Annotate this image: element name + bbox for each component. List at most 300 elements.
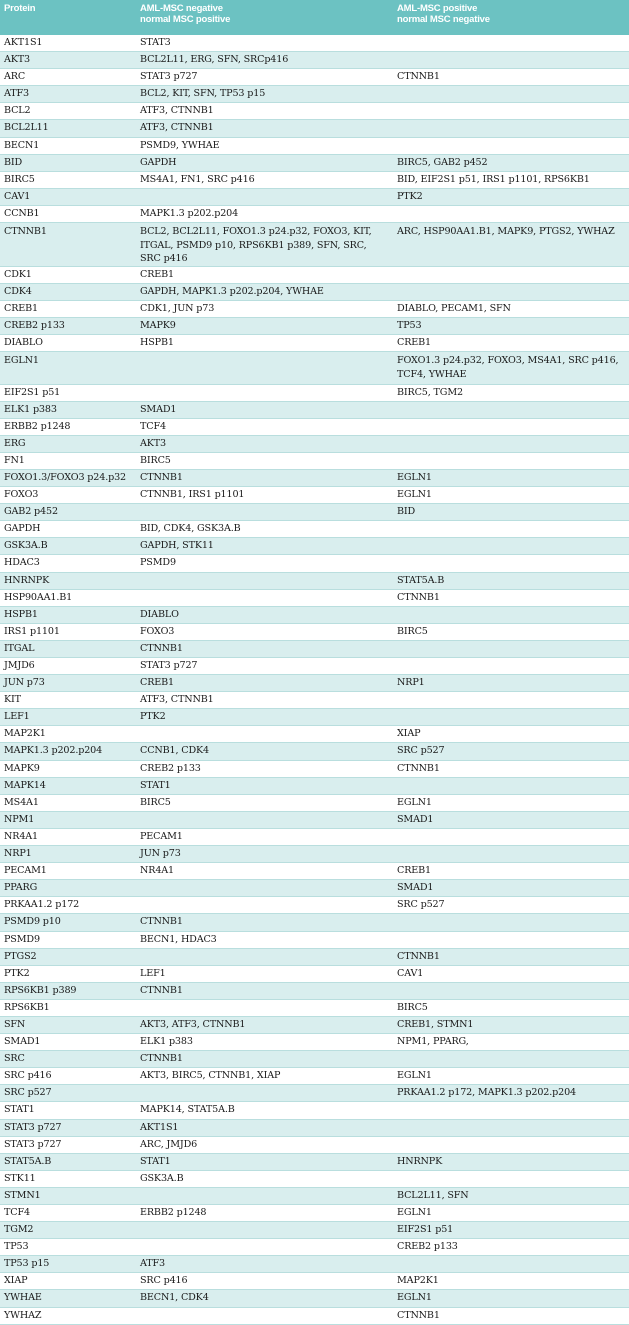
cell-text: FOXO3 (140, 625, 175, 637)
cell-text: ERBB2 p1248 (4, 420, 71, 432)
cell-text: CREB2 p133 (140, 762, 201, 774)
cell-text: YWHAZ (4, 1309, 42, 1321)
cell-text: TP53 p15 (4, 1258, 50, 1270)
cell-aml-negative (136, 675, 393, 692)
cell-text: TP53 (4, 1241, 29, 1253)
cell-text: ATF3, CTNNB1 (140, 122, 214, 134)
cell-text: PSMD9 (140, 557, 176, 569)
cell-aml-negative (136, 811, 393, 828)
cell-text: CTNNB1 (397, 71, 440, 83)
cell-text: EGLN1 (397, 1070, 432, 1082)
cell-protein (0, 931, 136, 948)
table-row (0, 401, 629, 418)
cell-aml-negative (136, 188, 393, 205)
cell-protein (0, 572, 136, 589)
cell-aml-positive (393, 1222, 629, 1239)
cell-aml-positive (393, 205, 629, 222)
cell-text: ATF3, CTNNB1 (140, 105, 214, 117)
cell-protein (0, 487, 136, 504)
cell-aml-positive (393, 726, 629, 743)
cell-aml-positive (393, 52, 629, 69)
cell-protein (0, 1205, 136, 1222)
cell-aml-positive (393, 334, 629, 351)
cell-text: GSK3A.B (140, 1172, 184, 1184)
table-row (0, 846, 629, 863)
cell-protein (0, 846, 136, 863)
cell-text: BECN1, HDAC3 (140, 933, 217, 945)
cell-text: CTNNB1 (140, 642, 183, 654)
table-row (0, 1136, 629, 1153)
table-row (0, 675, 629, 692)
cell-aml-negative (136, 1034, 393, 1051)
cell-aml-positive (393, 538, 629, 555)
cell-aml-positive (393, 266, 629, 283)
cell-text: CAV1 (397, 967, 424, 979)
table-row (0, 1119, 629, 1136)
cell-aml-negative (136, 86, 393, 103)
cell-aml-positive (393, 103, 629, 120)
cell-text: CCNB1 (4, 207, 40, 219)
cell-protein (0, 914, 136, 931)
cell-text: CDK1, JUN p73 (140, 302, 215, 314)
cell-aml-positive (393, 1307, 629, 1324)
cell-text: LEF1 (140, 967, 166, 979)
cell-text: MAPK14 (4, 779, 46, 791)
cell-text: BECN1, CDK4 (140, 1292, 209, 1304)
cell-aml-positive (393, 452, 629, 469)
cell-text: PRKAA1.2 p172 (4, 899, 80, 911)
cell-text: CREB1 (397, 865, 431, 877)
cell-protein (0, 418, 136, 435)
cell-aml-negative (136, 1256, 393, 1273)
cell-text: PSMD9, YWHAE (140, 139, 220, 151)
cell-aml-positive (393, 675, 629, 692)
cell-protein (0, 623, 136, 640)
cell-text: ITGAL (4, 642, 35, 654)
table-row (0, 726, 629, 743)
table-row (0, 709, 629, 726)
table-row (0, 1222, 629, 1239)
cell-text: MAP2K1 (397, 1275, 439, 1287)
cell-text: CAV1 (4, 190, 31, 202)
cell-protein (0, 223, 136, 267)
cell-aml-negative (136, 154, 393, 171)
cell-aml-positive (393, 69, 629, 86)
cell-text: BCL2, KIT, SFN, TP53 p15 (140, 88, 266, 100)
cell-protein (0, 589, 136, 606)
cell-text: PTK2 (140, 711, 166, 723)
cell-aml-negative (136, 1153, 393, 1170)
table-row (0, 863, 629, 880)
cell-aml-negative (136, 1307, 393, 1324)
cell-text: STMN1 (4, 1189, 41, 1201)
cell-text: BID (397, 506, 416, 518)
cell-aml-positive (393, 880, 629, 897)
table-row (0, 931, 629, 948)
cell-text: BID (4, 156, 23, 168)
cell-aml-positive (393, 999, 629, 1016)
cell-aml-positive (393, 897, 629, 914)
cell-text: CTNNB1 (397, 762, 440, 774)
table-row (0, 743, 629, 760)
cell-text: MAPK1.3 p202.p204 (140, 207, 239, 219)
cell-text: SMAD1 (397, 813, 434, 825)
cell-aml-positive (393, 1256, 629, 1273)
cell-aml-negative (136, 572, 393, 589)
cell-text: SMAD1 (140, 403, 177, 415)
cell-protein (0, 469, 136, 486)
cell-aml-negative (136, 1068, 393, 1085)
cell-text: MS4A1 (4, 796, 39, 808)
cell-text: STK11 (4, 1172, 36, 1184)
cell-text: NRP1 (4, 848, 32, 860)
table-row (0, 317, 629, 334)
cell-protein (0, 1034, 136, 1051)
table-row (0, 120, 629, 137)
cell-text: MAPK9 (140, 319, 176, 331)
cell-protein (0, 1102, 136, 1119)
table-row (0, 188, 629, 205)
cell-text: PTK2 (4, 967, 30, 979)
table-row (0, 880, 629, 897)
table-row (0, 794, 629, 811)
cell-protein (0, 154, 136, 171)
table-row (0, 52, 629, 69)
cell-aml-negative (136, 760, 393, 777)
cell-text: CTNNB1 (140, 984, 183, 996)
cell-text: SRC p527 (397, 899, 445, 911)
cell-aml-positive (393, 1016, 629, 1033)
cell-aml-negative (136, 120, 393, 137)
cell-text: CREB1 (140, 677, 174, 689)
cell-protein (0, 1290, 136, 1307)
cell-aml-negative (136, 504, 393, 521)
cell-protein (0, 760, 136, 777)
header-protein: Protein (0, 0, 136, 35)
cell-protein (0, 300, 136, 317)
cell-aml-negative (136, 205, 393, 222)
cell-aml-negative (136, 1187, 393, 1204)
cell-aml-positive (393, 863, 629, 880)
cell-text: CTNNB1 (397, 950, 440, 962)
cell-protein (0, 317, 136, 334)
cell-text: CTNNB1 (140, 1053, 183, 1065)
table-row (0, 640, 629, 657)
cell-aml-positive (393, 352, 629, 385)
cell-aml-negative (136, 1170, 393, 1187)
cell-text: HSPB1 (140, 336, 174, 348)
cell-protein (0, 137, 136, 154)
table-row (0, 897, 629, 914)
table-row (0, 205, 629, 222)
cell-protein (0, 1273, 136, 1290)
cell-protein (0, 1187, 136, 1204)
cell-text: SMAD1 (397, 882, 434, 894)
table-row (0, 1205, 629, 1222)
cell-text: HSP90AA1.B1 (4, 591, 73, 603)
cell-protein (0, 401, 136, 418)
cell-aml-negative (136, 965, 393, 982)
cell-text: BIRC5 (140, 796, 171, 808)
cell-aml-negative (136, 1016, 393, 1033)
cell-text: SRC p416 (4, 1070, 52, 1082)
cell-text: SRC p416 (140, 1275, 188, 1287)
cell-aml-negative (136, 317, 393, 334)
cell-protein (0, 103, 136, 120)
cell-text: NR4A1 (4, 830, 39, 842)
cell-text: ATF3, CTNNB1 (140, 694, 214, 706)
table-row (0, 334, 629, 351)
cell-aml-positive (393, 188, 629, 205)
table-row (0, 572, 629, 589)
cell-aml-negative (136, 469, 393, 486)
cell-protein (0, 1085, 136, 1102)
cell-aml-negative (136, 103, 393, 120)
cell-protein (0, 999, 136, 1016)
cell-aml-negative (136, 743, 393, 760)
cell-text: CTNNB1 (4, 226, 47, 238)
cell-text: ATF3 (140, 1258, 165, 1270)
cell-protein (0, 828, 136, 845)
table-row (0, 223, 629, 267)
table-row (0, 999, 629, 1016)
cell-aml-positive (393, 1290, 629, 1307)
table-row (0, 1290, 629, 1307)
table-row (0, 35, 629, 52)
cell-aml-positive (393, 658, 629, 675)
cell-text: CREB1, STMN1 (397, 1018, 474, 1030)
cell-text: CTNNB1, IRS1 p1101 (140, 489, 245, 501)
cell-aml-negative (136, 658, 393, 675)
cell-aml-negative (136, 1290, 393, 1307)
cell-text: HNRNPK (397, 1155, 443, 1167)
cell-aml-positive (393, 469, 629, 486)
cell-protein (0, 1119, 136, 1136)
cell-aml-negative (136, 606, 393, 623)
cell-text: PECAM1 (4, 865, 47, 877)
cell-text: XIAP (4, 1275, 28, 1287)
table-row (0, 352, 629, 385)
cell-aml-positive (393, 572, 629, 589)
cell-protein (0, 171, 136, 188)
cell-aml-negative (136, 846, 393, 863)
cell-aml-negative (136, 487, 393, 504)
cell-protein (0, 794, 136, 811)
table-row (0, 154, 629, 171)
table-row (0, 982, 629, 999)
cell-aml-positive (393, 504, 629, 521)
cell-text: ARC, JMJD6 (140, 1138, 198, 1150)
cell-aml-negative (136, 1051, 393, 1068)
cell-protein (0, 1222, 136, 1239)
cell-text: GAPDH (140, 156, 177, 168)
cell-aml-negative (136, 931, 393, 948)
cell-aml-positive (393, 418, 629, 435)
table-row (0, 589, 629, 606)
table-row (0, 1256, 629, 1273)
cell-protein (0, 86, 136, 103)
cell-aml-negative (136, 223, 393, 267)
cell-text: CTNNB1 (397, 1309, 440, 1321)
cell-aml-positive (393, 283, 629, 300)
cell-text: ERG (4, 437, 26, 449)
cell-text: FOXO1.3/FOXO3 p24.p32 (4, 471, 126, 483)
cell-aml-positive (393, 1273, 629, 1290)
cell-text: PRKAA1.2 p172, MAPK1.3 p202.p204 (397, 1087, 577, 1099)
cell-text: STAT5A.B (397, 574, 445, 586)
cell-protein (0, 965, 136, 982)
cell-protein (0, 897, 136, 914)
cell-text: STAT3 p727 (140, 660, 198, 671)
cell-text: MAPK14, STAT5A.B (140, 1104, 235, 1116)
cell-text: HDAC3 (4, 557, 40, 569)
cell-text: SFN (4, 1018, 26, 1030)
cell-text: EGLN1 (4, 355, 39, 366)
cell-aml-negative (136, 418, 393, 435)
cell-aml-negative (136, 69, 393, 86)
cell-protein (0, 555, 136, 572)
cell-text: TGM2 (4, 1224, 34, 1236)
cell-text: SRC p527 (4, 1087, 52, 1099)
cell-text: CREB1 (4, 302, 38, 314)
cell-aml-positive (393, 948, 629, 965)
cell-text: CDK4 (4, 285, 32, 297)
cell-protein (0, 675, 136, 692)
cell-protein (0, 35, 136, 52)
cell-protein (0, 658, 136, 675)
cell-text: BIRC5, TGM2 (397, 386, 463, 398)
table-row (0, 521, 629, 538)
cell-text: HSPB1 (4, 608, 38, 620)
cell-aml-positive (393, 743, 629, 760)
cell-text: EGLN1 (397, 1207, 432, 1218)
table-row (0, 435, 629, 452)
table-row (0, 658, 629, 675)
cell-aml-positive (393, 1068, 629, 1085)
cell-aml-positive (393, 86, 629, 103)
table-row (0, 606, 629, 623)
cell-text: AKT3 (4, 54, 30, 66)
cell-text: MAPK9 (4, 762, 40, 774)
table-row (0, 137, 629, 154)
cell-text: IRS1 p1101 (4, 625, 60, 637)
cell-aml-negative (136, 384, 393, 401)
table-row (0, 965, 629, 982)
table-row (0, 538, 629, 555)
cell-text: AKT3, BIRC5, CTNNB1, XIAP (140, 1070, 281, 1082)
table-row (0, 948, 629, 965)
cell-text: YWHAE (4, 1292, 42, 1304)
cell-aml-negative (136, 538, 393, 555)
table-row (0, 1239, 629, 1256)
cell-aml-positive (393, 154, 629, 171)
table-row (0, 811, 629, 828)
cell-text: BCL2, BCL2L11, FOXO1.3 p24.p32, FOXO3, KIT, ITGAL, PSMD9 p10, RPS6KB1 p389, SFN, SRC, SRC p416 (140, 226, 372, 265)
cell-text: BECN1 (4, 139, 40, 151)
cell-aml-positive (393, 317, 629, 334)
cell-text: JUN p73 (4, 677, 45, 689)
cell-protein (0, 504, 136, 521)
cell-text: ARC, HSP90AA1.B1, MAPK9, PTGS2, YWHAZ (397, 226, 615, 238)
cell-aml-positive (393, 35, 629, 52)
cell-text: EGLN1 (397, 796, 432, 808)
cell-aml-positive (393, 435, 629, 452)
cell-aml-negative (136, 948, 393, 965)
cell-aml-positive (393, 914, 629, 931)
cell-text: STAT1 (4, 1104, 35, 1116)
table-row (0, 171, 629, 188)
cell-text: ERBB2 p1248 (140, 1207, 207, 1218)
cell-protein (0, 863, 136, 880)
cell-aml-negative (136, 982, 393, 999)
table-row (0, 1085, 629, 1102)
cell-text: CREB1 (397, 336, 431, 348)
cell-text: EGLN1 (397, 489, 432, 501)
cell-text: SRC p527 (397, 745, 445, 757)
cell-text: BCL2L11, ERG, SFN, SRCp416 (140, 54, 289, 66)
cell-text: CDK1 (4, 268, 32, 280)
table-row (0, 86, 629, 103)
cell-text: BID, CDK4, GSK3A.B (140, 523, 241, 535)
cell-text: STAT3 p727 (4, 1138, 62, 1150)
cell-protein (0, 1239, 136, 1256)
table-row (0, 1273, 629, 1290)
cell-aml-negative (136, 171, 393, 188)
cell-aml-positive (393, 692, 629, 709)
cell-protein (0, 709, 136, 726)
cell-text: NR4A1 (140, 865, 175, 877)
cell-text: GAPDH, MAPK1.3 p202.p204, YWHAE (140, 285, 324, 297)
header-row (0, 0, 629, 35)
cell-text: CREB1 (140, 268, 174, 280)
cell-aml-positive (393, 1136, 629, 1153)
table-row (0, 1068, 629, 1085)
table-header (0, 0, 629, 35)
cell-aml-positive (393, 846, 629, 863)
cell-aml-negative (136, 880, 393, 897)
cell-text: DIABLO (4, 336, 43, 348)
cell-aml-positive (393, 1034, 629, 1051)
cell-text: AKT1S1 (140, 1121, 179, 1133)
table-row (0, 1187, 629, 1204)
table-row (0, 69, 629, 86)
cell-protein (0, 726, 136, 743)
cell-aml-positive (393, 589, 629, 606)
table-row (0, 452, 629, 469)
cell-aml-negative (136, 1273, 393, 1290)
cell-aml-positive (393, 401, 629, 418)
cell-text: GSK3A.B (4, 540, 48, 552)
cell-text: FN1 (4, 454, 25, 466)
cell-aml-positive (393, 300, 629, 317)
cell-aml-positive (393, 120, 629, 137)
cell-text: STAT1 (140, 779, 171, 791)
cell-aml-negative (136, 640, 393, 657)
cell-aml-positive (393, 811, 629, 828)
cell-aml-positive (393, 137, 629, 154)
cell-aml-positive (393, 982, 629, 999)
cell-text: JMJD6 (4, 660, 35, 671)
cell-aml-negative (136, 828, 393, 845)
cell-text: DIABLO, PECAM1, SFN (397, 302, 511, 314)
cell-text: DIABLO (140, 608, 179, 620)
cell-protein (0, 538, 136, 555)
cell-text: KIT (4, 694, 21, 706)
cell-aml-negative (136, 692, 393, 709)
cell-text: STAT5A.B (4, 1155, 52, 1167)
cell-aml-negative (136, 435, 393, 452)
cell-text: STAT1 (140, 1155, 171, 1167)
